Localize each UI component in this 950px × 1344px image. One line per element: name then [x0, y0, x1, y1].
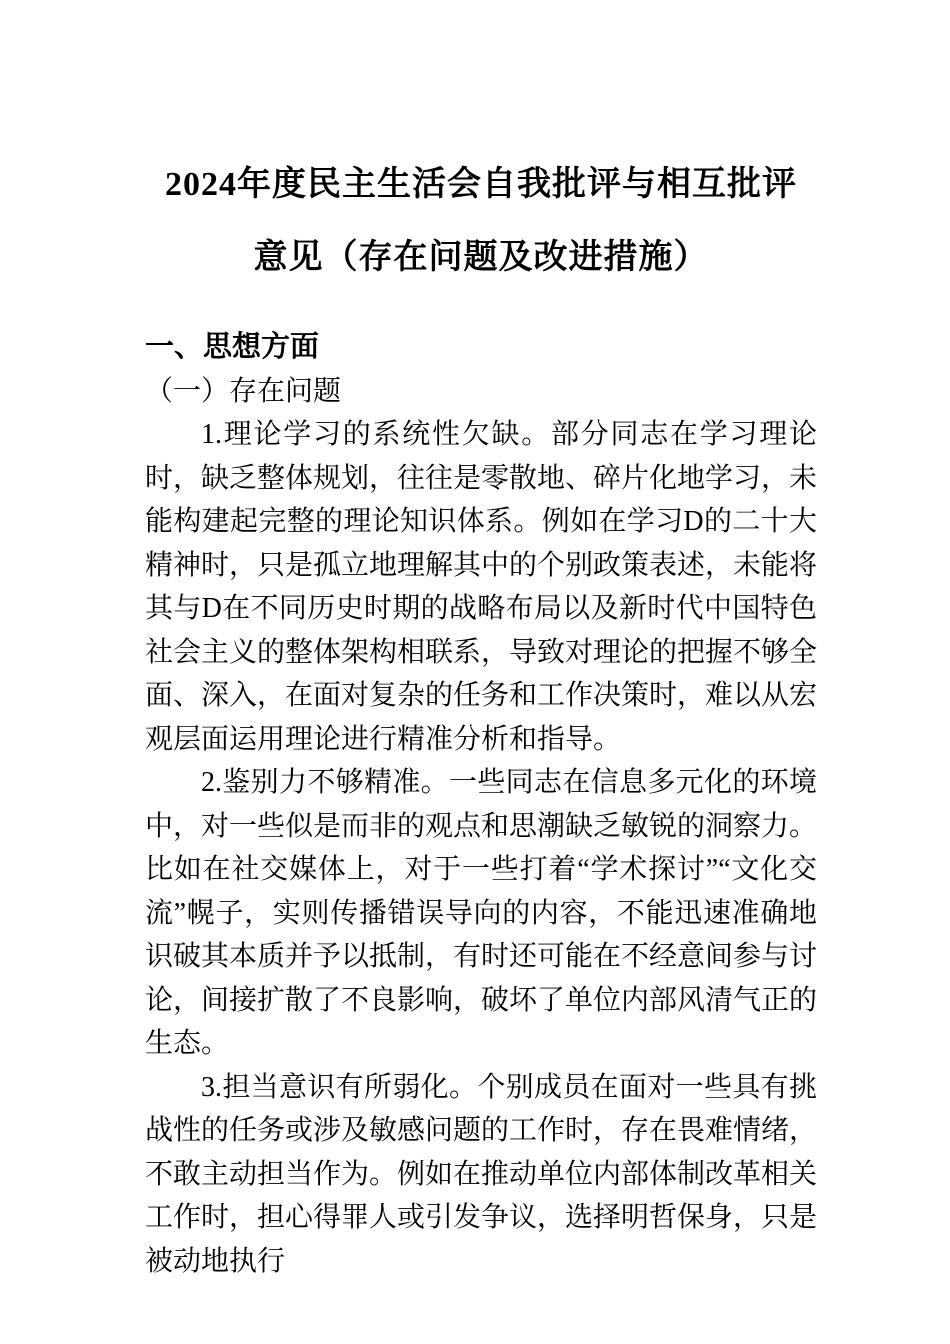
paragraph-problem-2: 2.鉴别力不够精准。一些同志在信息多元化的环境中，对一些似是而非的观点和思潮缺乏敏锐的洞察力。比如在社交媒体上，对于一些打着“学术探讨”“文化交流”幌子，实则传播错误导向的内容，不能迅速准确地识破其本质并予以抵制，有时还可能在不经意间参与讨论，间接扩散了不良影响，破坏了单位内部风清气正的生态。: [145, 767, 818, 1059]
paragraph-problem-1: 1.理论学习的系统性欠缺。部分同志在学习理论时，缺乏整体规划，往往是零散地、碎片化地学习，未能构建起完整的理论知识体系。例如在学习D的二十大精神时，只是孤立地理解其中的个别政策表述，未能将其与D在不同历史时期的战略布局以及新时代中国特色社会主义的整体架构相联系，导致对理论的把握不够全面、深入，在面对复杂的任务和工作决策时，难以从宏观层面运用理论进行精准分析和指导。: [145, 419, 818, 755]
section-subheading-existing-problems: （一）存在问题: [145, 375, 342, 407]
document-body: [145, 326, 817, 1283]
section-heading-thought: 一、思想方面: [145, 331, 320, 363]
paragraph-problem-3: 3.担当意识有所弱化。个别成员在面对一些具有挑战性的任务或涉及敏感问题的工作时，存在畏难情绪，不敢主动担当作为。例如在推动单位内部体制改革相关工作时，担心得罪人或引发争议，选择明哲保身，只是被动地执行: [145, 1071, 818, 1277]
document-title-line-2: 意见（存在问题及改进措施）: [253, 239, 709, 276]
document-title: [145, 148, 817, 294]
document-title-line-1: 2024年度民主生活会自我批评与相互批评: [165, 166, 797, 203]
